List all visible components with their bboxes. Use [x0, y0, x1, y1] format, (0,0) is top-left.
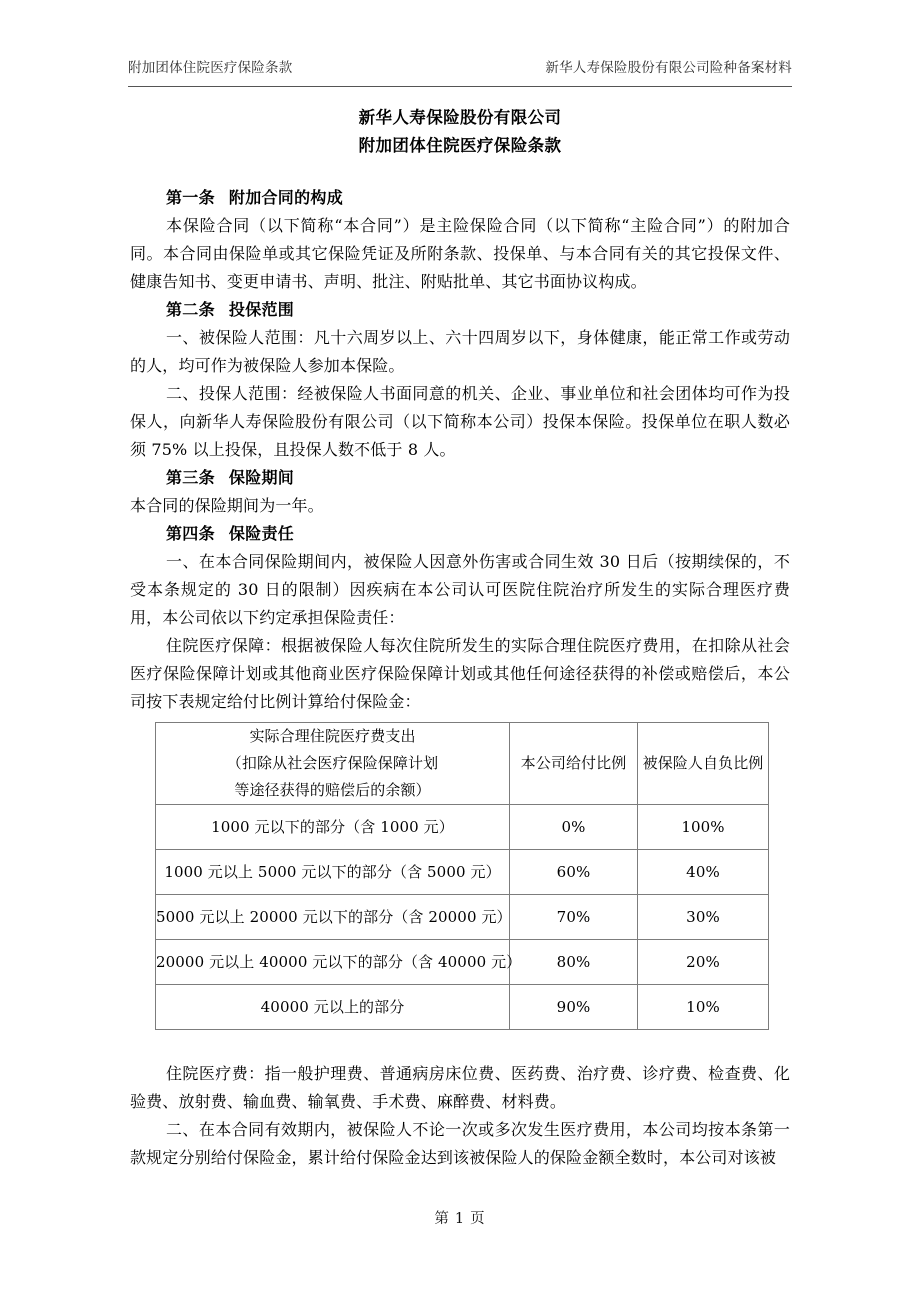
policy-title: 附加团体住院医疗保险条款 — [358, 136, 562, 155]
article-name-2: 投保范围 — [228, 300, 295, 319]
table-header-expense — [156, 723, 510, 805]
benefit-table — [155, 722, 769, 1030]
table-header-expense-line3: 等途径获得的赔偿后的余额） — [234, 781, 431, 799]
table-row — [156, 805, 769, 850]
title-spacer — [130, 160, 790, 184]
table-header-insured-ratio: 被保险人自负比例 — [638, 723, 769, 805]
table-header-expense-line1: 实际合理住院医疗费支出 — [249, 727, 416, 745]
post-table-paragraph-1: 住院医疗费：指一般护理费、普通病房床位费、医药费、治疗费、诊疗费、检查费、化验费、放射费、输血费、输氧费、手术费、麻醉费、材料费。 — [130, 1064, 790, 1111]
company-title: 新华人寿保险股份有限公司 — [358, 108, 562, 127]
table-cell-company: 0% — [510, 805, 638, 850]
article-number-4: 第四条 — [166, 524, 215, 543]
article-heading-4 — [130, 520, 790, 548]
article-3-paragraph-1: 本合同的保险期间为一年。 — [130, 496, 324, 515]
table-cell-bracket: 5000 元以上 20000 元以下的部分（含 20000 元） — [156, 895, 510, 940]
table-header-row — [156, 723, 769, 805]
article-name-4: 保险责任 — [228, 524, 295, 543]
table-cell-insured: 100% — [638, 805, 769, 850]
post-table-paragraph-2: 二、在本合同有效期内，被保险人不论一次或多次发生医疗费用，本公司均按本条第一款规定分别给付保险金，累计给付保险金达到该被保险人的保险金额全数时，本公司对该被 — [130, 1120, 790, 1167]
article-number-2: 第二条 — [166, 300, 215, 319]
table-row — [156, 940, 769, 985]
table-cell-company: 70% — [510, 895, 638, 940]
table-header-expense-line2: （扣除从社会医疗保险保障计划 — [226, 754, 439, 772]
article-name-3: 保险期间 — [228, 468, 295, 487]
table-cell-company: 80% — [510, 940, 638, 985]
table-cell-bracket: 1000 元以上 5000 元以下的部分（含 5000 元） — [156, 850, 510, 895]
table-row — [156, 985, 769, 1030]
page-footer-suffix: 页 — [470, 1211, 486, 1227]
table-header-company-ratio: 本公司给付比例 — [510, 723, 638, 805]
table-cell-bracket: 40000 元以上的部分 — [156, 985, 510, 1030]
page-number: 1 — [454, 1211, 466, 1227]
table-cell-insured: 30% — [638, 895, 769, 940]
table-cell-bracket: 20000 元以上 40000 元以下的部分（含 40000 元） — [156, 940, 510, 985]
benefit-table-wrapper — [155, 722, 765, 1030]
table-cell-insured: 20% — [638, 940, 769, 985]
table-row — [156, 850, 769, 895]
article-2-paragraph-2: 二、投保人范围：经被保险人书面同意的机关、企业、事业单位和社会团体均可作为投保人，向新华人寿保险股份有限公司（以下简称本公司）投保本保险。投保单位在职人数必须 75% 以上投保，且投保人数不低于 8 人。 — [130, 384, 790, 459]
article-name-1: 附加合同的构成 — [228, 188, 344, 207]
post-table-spacer — [130, 1030, 790, 1060]
table-row — [156, 895, 769, 940]
article-heading-1 — [130, 184, 790, 212]
running-header — [128, 58, 792, 78]
table-cell-bracket: 1000 元以下的部分（含 1000 元） — [156, 805, 510, 850]
article-heading-3 — [130, 464, 790, 492]
article-4-paragraph-1: 一、在本合同保险期间内，被保险人因意外伤害或合同生效 30 日后（按期续保的，不受本条规定的 30 日的限制）因疾病在本公司认可医院住院治疗所发生的实际合理医疗费用，本公司依以下约定承担保险责任： — [130, 552, 790, 627]
article-number-3: 第三条 — [166, 468, 215, 487]
article-heading-2 — [130, 296, 790, 324]
table-cell-company: 90% — [510, 985, 638, 1030]
article-1-paragraph-1: 本保险合同（以下简称“本合同”）是主险保险合同（以下简称“主险合同”）的附加合同。本合同由保险单或其它保险凭证及所附条款、投保单、与本合同有关的其它投保文件、健康告知书、变更申请书、声明、批注、附贴批单、其它书面协议构成。 — [130, 216, 790, 291]
table-cell-insured: 40% — [638, 850, 769, 895]
running-header-rule — [128, 86, 792, 87]
article-4-paragraph-2: 住院医疗保障：根据被保险人每次住院所发生的实际合理住院医疗费用，在扣除从社会医疗保险保障计划或其他商业医疗保险保障计划或其他任何途径获得的补偿或赔偿后，本公司按下表规定给付比例计算给付保险金： — [130, 636, 790, 711]
table-cell-insured: 10% — [638, 985, 769, 1030]
article-number-1: 第一条 — [166, 188, 215, 207]
running-header-right: 新华人寿保险股份有限公司险种备案材料 — [545, 60, 792, 76]
document-body — [130, 104, 790, 1172]
running-header-left: 附加团体住院医疗保险条款 — [128, 60, 293, 76]
page-footer — [0, 1207, 920, 1228]
table-cell-company: 60% — [510, 850, 638, 895]
page-footer-prefix: 第 — [434, 1211, 450, 1227]
article-2-paragraph-1: 一、被保险人范围：凡十六周岁以上、六十四周岁以下，身体健康，能正常工作或劳动的人，均可作为被保险人参加本保险。 — [130, 328, 790, 375]
